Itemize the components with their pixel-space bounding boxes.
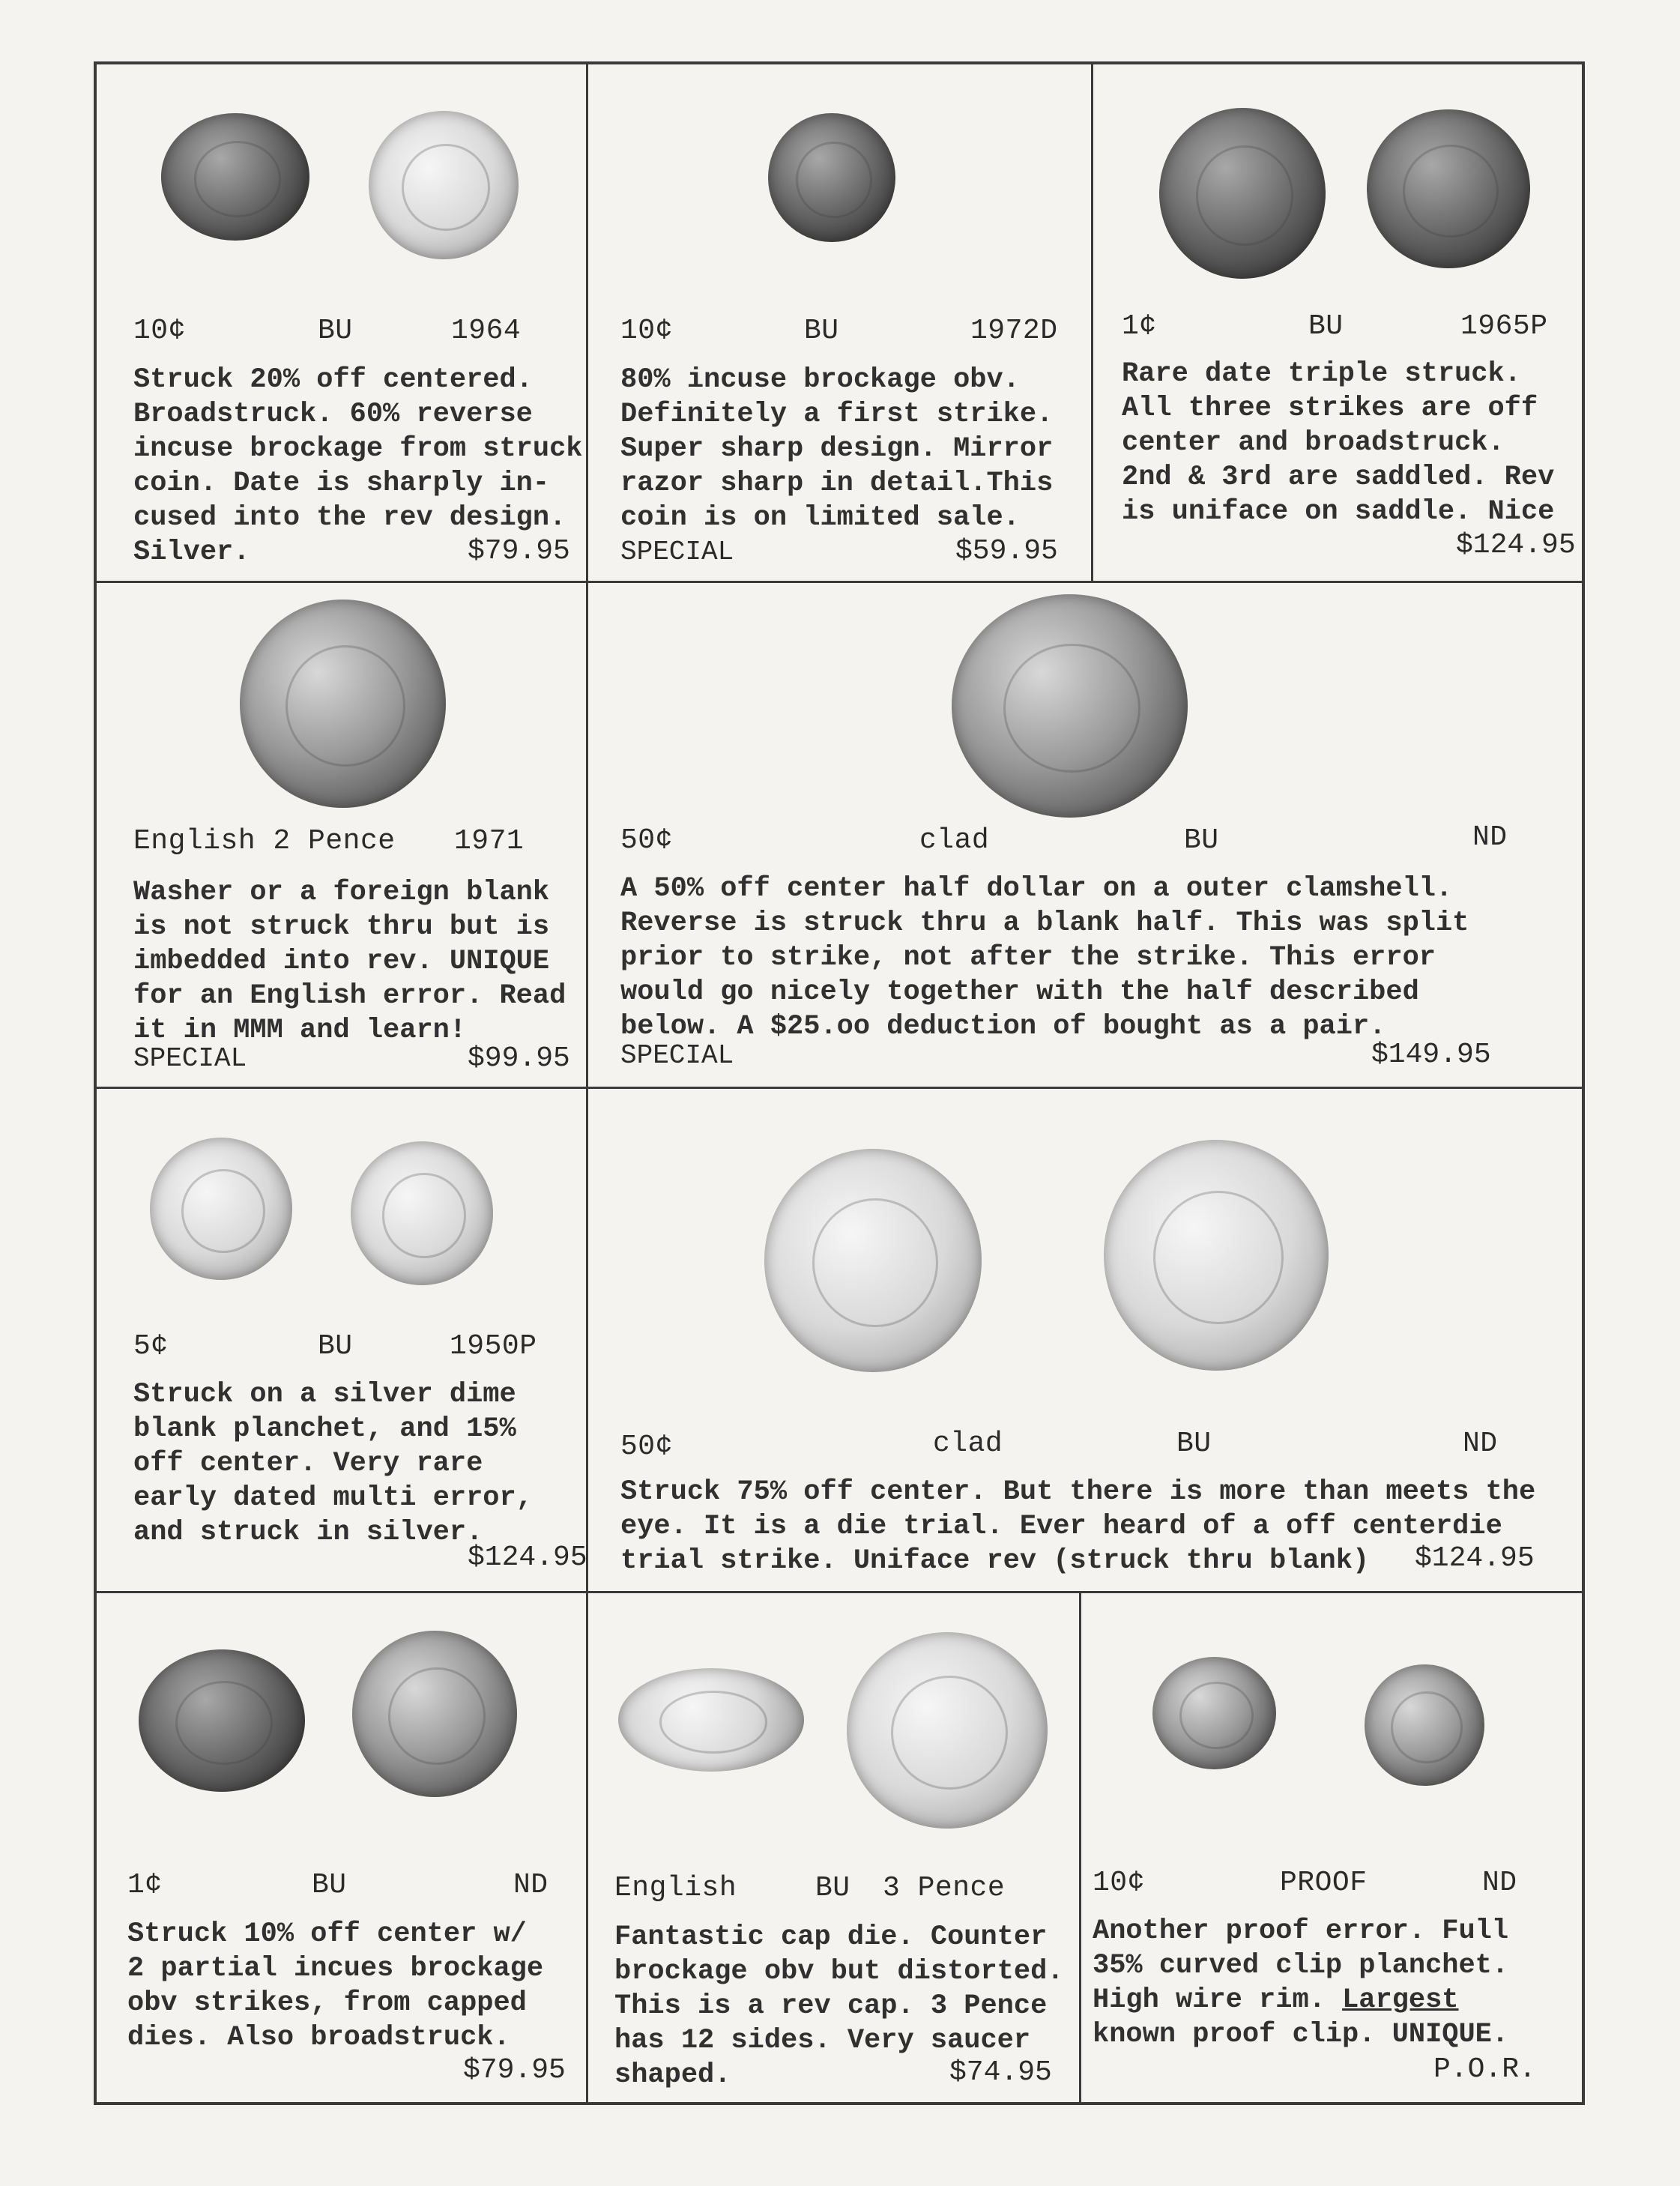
listing-cell [588, 64, 1091, 581]
two-pence-coin-image [240, 600, 446, 808]
date: 1950P [450, 1330, 537, 1362]
dime-obverse-image [161, 113, 309, 241]
denomination: English [614, 1872, 737, 1904]
price: $74.95 [949, 2056, 1052, 2089]
grade: BU [1308, 310, 1344, 342]
price: $99.95 [468, 1042, 570, 1075]
nickel-reverse-image [351, 1141, 493, 1285]
listing-cell [588, 1089, 1582, 1591]
special-label: SPECIAL [620, 1040, 734, 1071]
denomination: English 2 Pence [133, 825, 396, 857]
date: 1972D [970, 315, 1058, 347]
price: $79.95 [468, 535, 570, 567]
price: $79.95 [463, 2054, 566, 2086]
description: Fantastic cap die. Counter brockage obv but distorted. This is a rev cap. 3 Pence has 12 sides. Very saucer shaped. [614, 1921, 1064, 2091]
description: 80% incuse brockage obv. Definitely a first strike. Super sharp design. Mirror razor sharp in detail.This coin is on limited sale. [620, 364, 1054, 534]
description: Struck 10% off center w/ 2 partial incues brockage obv strikes, from capped dies. Also broadstruck. [127, 1918, 544, 2053]
special-label: SPECIAL [133, 1043, 247, 1074]
listing-cell [97, 1593, 586, 2102]
denomination: 10¢ [1093, 1867, 1145, 1899]
three-pence-cap-side-image [618, 1668, 804, 1772]
denomination: 50¢ [620, 1431, 673, 1463]
price: $149.95 [1371, 1039, 1491, 1071]
largest-emphasis: Largest [1342, 1984, 1459, 2016]
listing-cell [1093, 64, 1582, 581]
half-dollar-obverse-image [764, 1149, 982, 1372]
grade: BU [318, 315, 353, 347]
grade: BU [318, 1330, 353, 1362]
dime-obverse-image [768, 113, 895, 242]
composition: clad [933, 1428, 1003, 1460]
dime-clip-obverse-image [1152, 1657, 1276, 1769]
cent-obverse-image [1159, 108, 1326, 279]
composition: clad [919, 824, 990, 857]
listing-cell [97, 64, 586, 581]
listing-cell [588, 583, 1582, 1087]
grade: BU [1184, 824, 1219, 857]
grade: PROOF [1280, 1867, 1368, 1899]
denomination: 10¢ [620, 315, 673, 347]
nickel-obverse-image [150, 1138, 292, 1280]
date: ND [1463, 1428, 1498, 1460]
denomination: 5¢ [133, 1330, 169, 1362]
grade: BU [312, 1869, 347, 1901]
grid-border-bottom [94, 2102, 1585, 2105]
grid-border-right [1582, 61, 1585, 2105]
description: Rare date triple struck. All three strikes are off center and broadstruck. 2nd & 3rd are saddled. Rev is uniface on saddle. Nice [1122, 358, 1555, 528]
denomination: 10¢ [133, 315, 186, 347]
date: ND [513, 1869, 549, 1901]
cent-reverse-image [1367, 109, 1530, 268]
special-label: SPECIAL [620, 537, 734, 567]
listing-cell [97, 1089, 586, 1591]
half-dollar-reverse-image [1104, 1140, 1329, 1371]
date: 3 Pence [883, 1872, 1006, 1904]
denomination: 1¢ [1122, 310, 1157, 342]
description: Struck 75% off center. But there is more than meets the eye. It is a die trial. Ever heard of a off centerdie trial strike. Uniface rev (struck thru blank) [620, 1476, 1536, 1577]
price: $124.95 [1415, 1542, 1535, 1574]
description: A 50% off center half dollar on a outer clamshell. Reverse is struck thru a blank half. This was split prior to strike, not after the strike. This error would go nicely together with the half described below. A $25.oo deduction of bought as a pair. [620, 873, 1469, 1042]
grade: BU [804, 315, 839, 347]
grade: BU [815, 1872, 850, 1904]
price: $124.95 [468, 1542, 587, 1574]
description: Struck 20% off centered. Broadstruck. 60% reverse incuse brockage from struck coin. Date is sharply in- cused into the rev design. Silver. [133, 364, 583, 568]
price: P.O.R. [1433, 2053, 1536, 2086]
description: Washer or a foreign blank is not struck thru but is imbedded into rev. UNIQUE for an English error. Read it in MMM and learn! [133, 877, 566, 1046]
description: Struck on a silver dime blank planchet, and 15% off center. Very rare early dated multi error, and struck in silver. [133, 1379, 533, 1548]
description: Another proof error. Full 35% curved clip planchet. High wire rim. Largest known proof clip. UNIQUE. [1093, 1915, 1509, 2050]
denomination: 50¢ [620, 824, 673, 857]
listing-cell [1081, 1593, 1582, 2102]
date: ND [1472, 821, 1508, 854]
denomination: 1¢ [127, 1869, 163, 1901]
listing-cell [588, 1593, 1079, 2102]
three-pence-cap-face-image [847, 1632, 1048, 1829]
price: $59.95 [955, 535, 1058, 567]
dime-reverse-image [369, 111, 519, 259]
cent-reverse-image [352, 1631, 517, 1797]
price: $124.95 [1456, 529, 1576, 561]
date: 1971 [454, 825, 525, 857]
grade: BU [1176, 1428, 1212, 1460]
half-dollar-clamshell-image [952, 594, 1188, 818]
cent-obverse-image [139, 1649, 305, 1792]
dime-clip-reverse-image [1365, 1664, 1484, 1786]
date: 1965P [1460, 310, 1548, 342]
date: ND [1482, 1867, 1517, 1899]
grid-border-left [94, 61, 97, 2105]
date: 1964 [451, 315, 522, 347]
listing-cell [97, 583, 586, 1087]
